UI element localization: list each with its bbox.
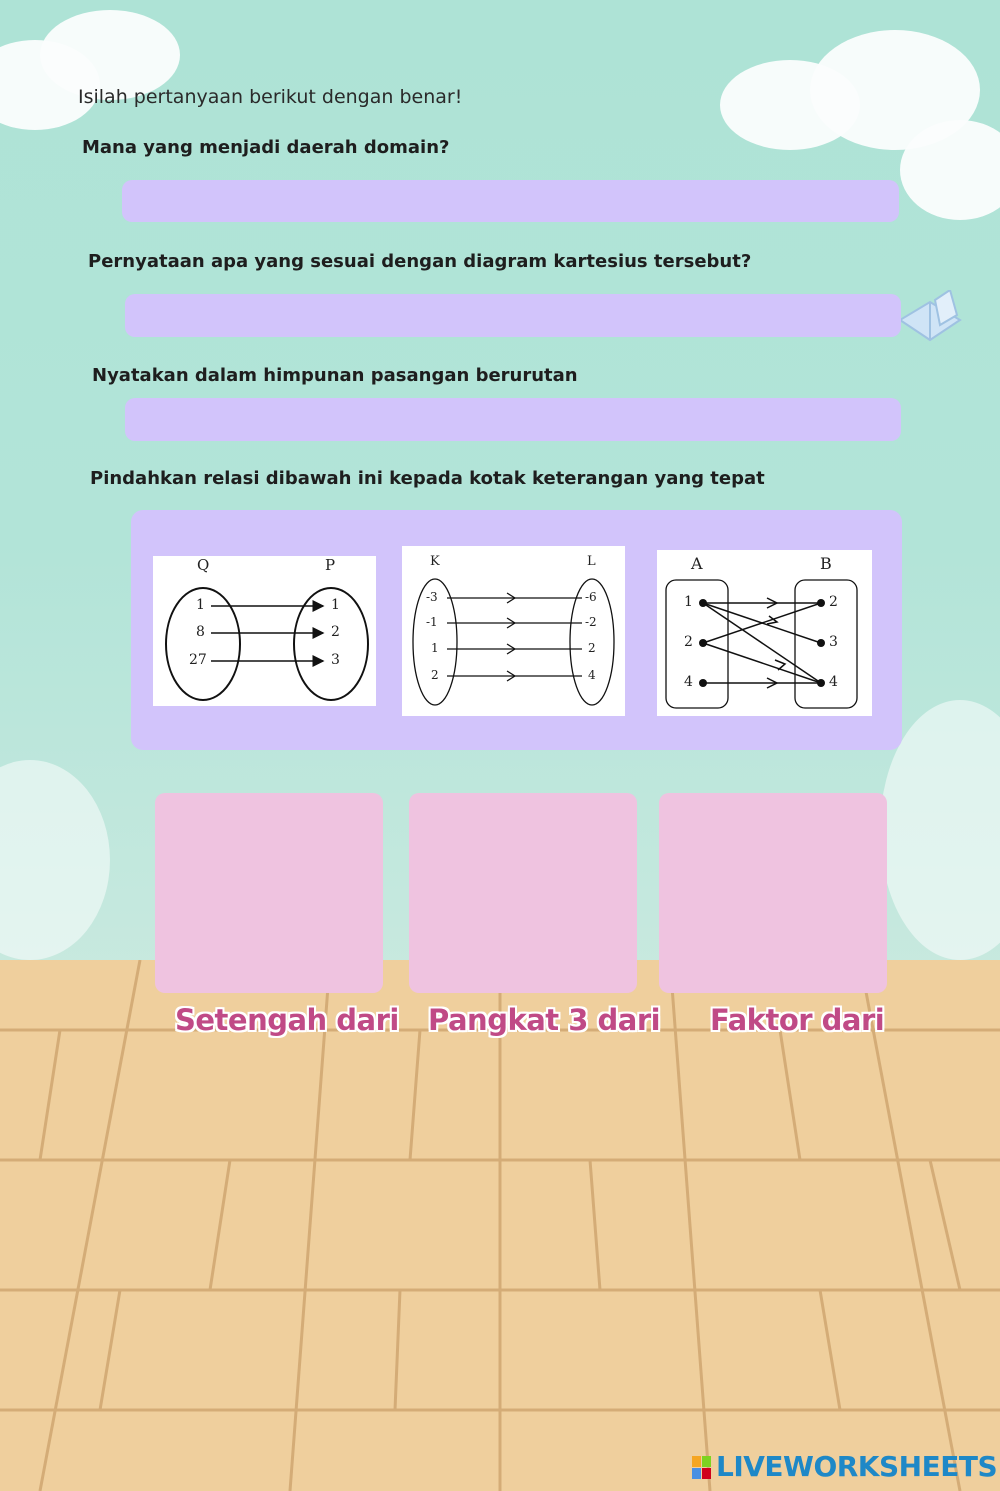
drop-box-pangkat-3-dari[interactable] bbox=[409, 793, 637, 993]
drop-box-faktor-dari[interactable] bbox=[659, 793, 887, 993]
liveworksheets-logo[interactable]: LIVEWORKSHEETS bbox=[716, 1450, 998, 1483]
relation-diagram-3[interactable] bbox=[657, 550, 872, 716]
diagram-2-right-item: 2 bbox=[588, 641, 596, 655]
diagram-1-right-label: P bbox=[325, 556, 336, 574]
diagram-3-left-label: A bbox=[691, 554, 703, 573]
wooden-floor bbox=[0, 960, 1000, 1491]
answer-field-1[interactable] bbox=[122, 180, 899, 222]
answer-field-2[interactable] bbox=[125, 294, 901, 337]
diagram-1-left-item: 8 bbox=[196, 624, 205, 640]
liveworksheets-logo-icon bbox=[692, 1456, 712, 1480]
diagram-3-right-item: 3 bbox=[829, 634, 838, 650]
diagram-2-right-item: -6 bbox=[585, 590, 597, 604]
question-1: Mana yang menjadi daerah domain? bbox=[82, 137, 450, 158]
diagram-2-left-item: -3 bbox=[426, 590, 438, 604]
diagram-3-left-item: 4 bbox=[684, 674, 693, 690]
book-icon bbox=[895, 290, 965, 350]
relation-diagram-2[interactable] bbox=[402, 546, 625, 716]
drop-label-faktor-dari: Faktor dari bbox=[710, 1003, 885, 1037]
diagram-2-left-item: 1 bbox=[431, 641, 439, 655]
diagram-1-right-item: 2 bbox=[331, 624, 340, 640]
diagram-1-left-label: Q bbox=[197, 556, 210, 574]
diagram-2-right-item: 4 bbox=[588, 668, 596, 682]
diagram-3-left-item: 1 bbox=[684, 594, 693, 610]
question-4: Pindahkan relasi dibawah ini kepada kotak keterangan yang tepat bbox=[90, 468, 765, 489]
diagram-1-right-item: 3 bbox=[331, 652, 340, 668]
question-2: Pernyataan apa yang sesuai dengan diagram kartesius tersebut? bbox=[88, 251, 752, 272]
diagram-1-left-item: 27 bbox=[189, 652, 207, 668]
diagram-3-graphic bbox=[657, 550, 872, 716]
diagram-2-right-label: L bbox=[587, 554, 596, 569]
answer-field-3[interactable] bbox=[125, 398, 901, 441]
drop-label-pangkat-3-dari: Pangkat 3 dari bbox=[428, 1003, 661, 1037]
instruction-text: Isilah pertanyaan berikut dengan benar! bbox=[78, 86, 463, 108]
drop-label-setengah-dari: Setengah dari bbox=[175, 1003, 399, 1037]
diagram-2-right-item: -2 bbox=[585, 615, 597, 629]
diagram-1-left-item: 1 bbox=[196, 597, 205, 613]
relation-diagram-1[interactable] bbox=[153, 556, 376, 706]
diagram-2-left-item: 2 bbox=[431, 668, 439, 682]
diagram-1-graphic bbox=[153, 556, 376, 706]
diagram-3-right-label: B bbox=[820, 554, 832, 573]
diagram-3-left-item: 2 bbox=[684, 634, 693, 650]
drop-box-setengah-dari[interactable] bbox=[155, 793, 383, 993]
question-3: Nyatakan dalam himpunan pasangan berurutan bbox=[92, 365, 578, 386]
diagram-2-left-item: -1 bbox=[426, 615, 438, 629]
diagram-1-right-item: 1 bbox=[331, 597, 340, 613]
diagram-3-right-item: 4 bbox=[829, 674, 838, 690]
diagram-2-graphic bbox=[402, 546, 625, 716]
diagram-3-right-item: 2 bbox=[829, 594, 838, 610]
floor-planks bbox=[0, 960, 1000, 1491]
diagram-2-left-label: K bbox=[430, 554, 440, 569]
